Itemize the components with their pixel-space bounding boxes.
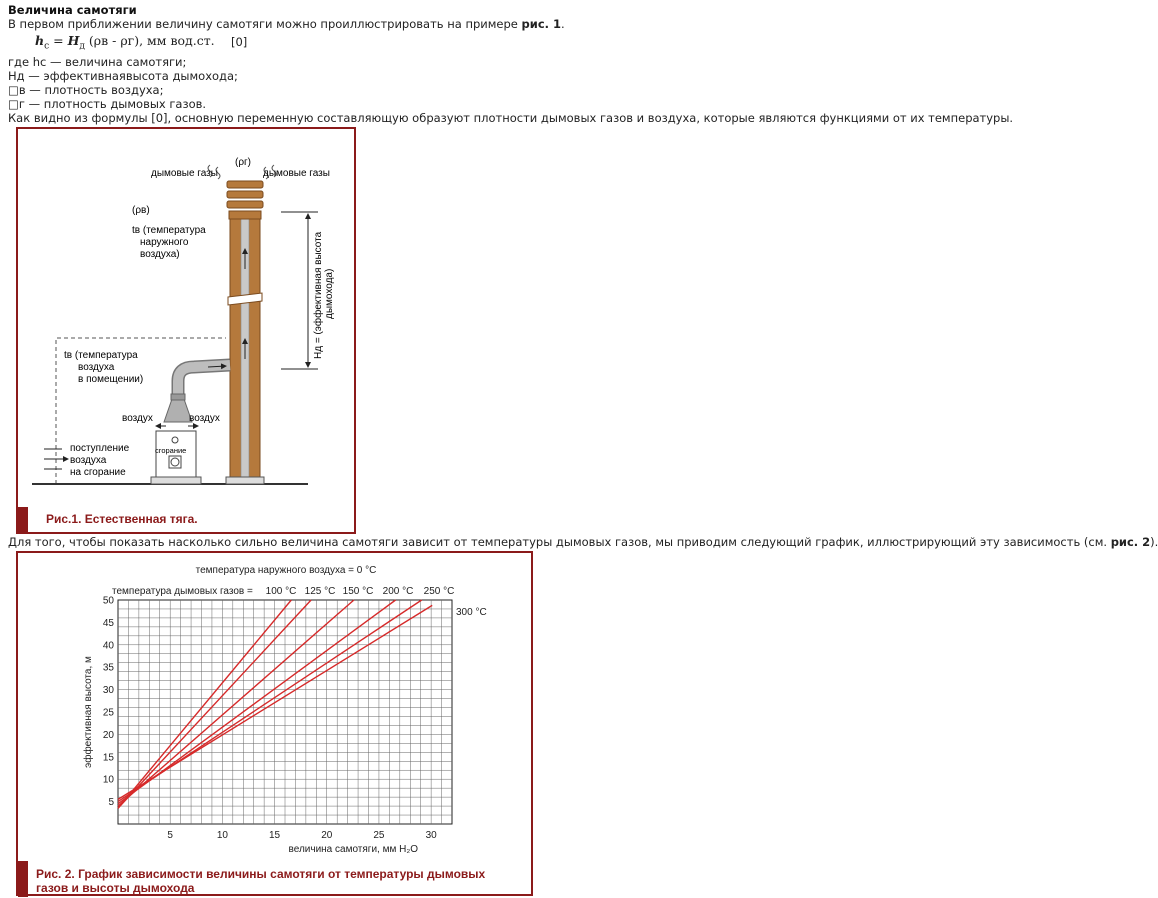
series-label: 300 °C xyxy=(456,607,487,618)
series-label: 250 °C xyxy=(423,586,455,597)
figure1-caption-bar xyxy=(18,507,28,534)
y-tick-label: 25 xyxy=(102,707,114,719)
x-tick-label: 30 xyxy=(425,830,437,841)
formula-rest: (ρв - ρг), мм вод.ст. xyxy=(84,33,215,48)
formula-note: Как видно из формулы [0], основную переменную составляющую образуют плотности дымовых газов и воздуха, которые являются функциями от их температуры. xyxy=(8,111,1014,125)
x-tick-label: 20 xyxy=(321,830,333,841)
where-line-2: Нд — эффективнаявысота дымохода; xyxy=(8,69,238,83)
height-label-1: Hд = (эффективная высота xyxy=(313,231,324,359)
y-tick-label: 30 xyxy=(102,685,114,697)
para2-end: ). xyxy=(1150,535,1158,549)
series-label: 125 °C xyxy=(304,586,336,597)
figure2-caption-line-1: Рис. 2. График зависимости величины самотяги от температуры дымовых xyxy=(36,867,486,881)
y-tick-label: 5 xyxy=(108,797,114,809)
x-tick-label: 5 xyxy=(167,830,173,841)
formula-H: H xyxy=(67,33,80,48)
figure2-caption xyxy=(36,867,485,895)
supply-line-1: поступление xyxy=(70,443,130,454)
outside-temp-line-3: воздуха) xyxy=(140,249,180,260)
rho-v-label: (ρв) xyxy=(132,205,150,216)
intro-text: В первом приближении величину самотяги можно проиллюстрировать на примере xyxy=(8,17,518,31)
outside-temp-line-2: наружного xyxy=(140,237,189,248)
air-left-label: воздух xyxy=(122,413,153,424)
y-tick-label: 10 xyxy=(102,774,114,786)
x-tick-label: 15 xyxy=(269,830,281,841)
fig2-ref: рис. 2 xyxy=(1110,535,1151,549)
boiler xyxy=(151,426,201,484)
formula-H-sub: д xyxy=(79,41,85,52)
combustion-label: сгорание xyxy=(155,446,187,455)
x-tick-label: 25 xyxy=(373,830,385,841)
figure2-caption-line-2: газов и высоты дымохода xyxy=(36,881,195,895)
flue-gas-right-label: дымовые газы xyxy=(263,168,330,179)
rho-g-label: (ρг) xyxy=(235,157,251,168)
inside-temp-line-2: воздуха xyxy=(78,362,115,373)
para2-text: Для того, чтобы показать насколько сильно величина самотяги зависит от температуры дымовых газов, мы приводим следующий график, иллюстрирующий эту зависимость (см. xyxy=(8,535,1108,549)
section-heading: Величина самотяги xyxy=(8,3,137,17)
chimney xyxy=(226,181,264,484)
series-label: 150 °C xyxy=(342,586,374,597)
y-tick-label: 20 xyxy=(102,729,114,741)
supply-line-3: на сгорание xyxy=(70,467,126,478)
figure2-caption-bar xyxy=(18,861,28,897)
formula-ref: [0] xyxy=(231,35,248,49)
height-label-2: дымохода) xyxy=(324,268,335,319)
series-label: 100 °C xyxy=(265,586,297,597)
paragraph-2 xyxy=(8,536,1158,550)
inside-temp-line-3: в помещении) xyxy=(78,374,144,385)
figure1-frame xyxy=(16,127,356,534)
air-right-label: воздух xyxy=(189,413,220,424)
where-line-1: где hc — величина самотяги; xyxy=(8,55,187,69)
y-tick-label: 45 xyxy=(102,617,114,629)
figure2-chart xyxy=(18,553,531,894)
formula xyxy=(35,34,215,54)
chart-subtitle: температура дымовых газов = xyxy=(112,586,253,597)
fig1-ref: рис. 1 xyxy=(521,17,562,31)
y-tick-label: 15 xyxy=(102,752,114,764)
formula-h: h xyxy=(35,33,45,48)
y-tick-label: 50 xyxy=(102,595,114,607)
where-line-3: □в — плотность воздуха; xyxy=(8,83,164,97)
formula-eq: = xyxy=(49,33,68,48)
y-axis-label: эффективная высота, м xyxy=(83,656,94,768)
supply-line-2: воздуха xyxy=(70,455,107,466)
x-axis-label: величина самотяги, мм H₂O xyxy=(288,844,418,855)
figure1-diagram xyxy=(18,129,354,532)
outside-temp-line-1: tв (температура xyxy=(132,225,206,236)
chart-title: температура наружного воздуха = 0 °C xyxy=(195,565,377,576)
series-label: 200 °C xyxy=(382,586,414,597)
figure1-caption: Рис.1. Естественная тяга. xyxy=(46,512,198,526)
intro-paragraph: В первом приближении величину самотяги можно проиллюстрировать на примере рис. 1. xyxy=(8,17,565,31)
formula-h-sub: c xyxy=(44,41,50,52)
where-line-4: □г — плотность дымовых газов. xyxy=(8,97,207,111)
x-tick-label: 10 xyxy=(216,830,228,841)
inside-temp-line-1: tв (температура xyxy=(64,350,138,361)
y-tick-label: 40 xyxy=(102,640,114,652)
figure2-frame xyxy=(16,551,533,896)
y-tick-label: 35 xyxy=(102,662,114,674)
flue-gas-left-label: дымовые газы xyxy=(151,168,218,179)
